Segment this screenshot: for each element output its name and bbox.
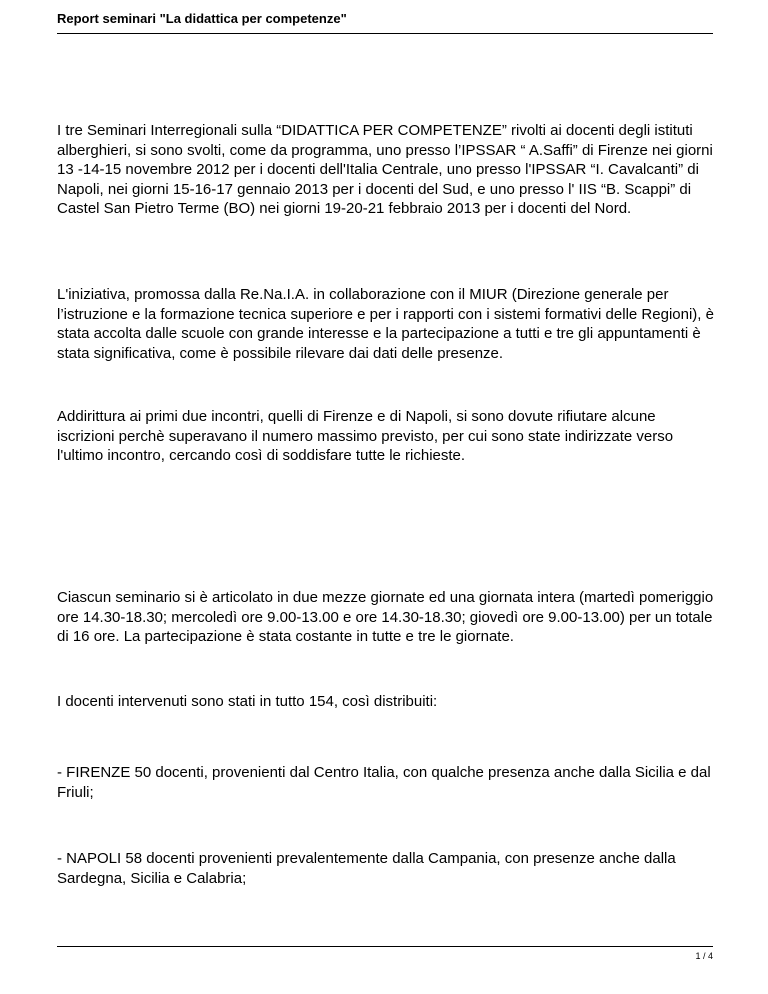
page-number: 1 / 4 [695,951,713,961]
list-item-napoli: - NAPOLI 58 docenti provenienti prevalentemente dalla Campania, con presenze anche dalla Sardegna, Sicilia e Calabria; [57,850,676,887]
paragraph-initiative: L'iniziativa, promossa dalla Re.Na.I.A. in collaborazione con il MIUR (Direzione generale per l’istruzione e la formazione tecnica superiore e per i rapporti con i sistemi formativi delle Regioni), è stata accolta dalle scuole con grande interesse e la partecipazione a tutti e tre gli appuntamenti è stata significativa, come è possibile rilevare dai dati delle presenze. [57,286,714,362]
footer-divider [57,946,713,947]
list-item-firenze: - FIRENZE 50 docenti, provenienti dal Centro Italia, con qualche presenza anche dalla Sicilia e dal Friuli; [57,764,711,801]
paragraph-registrations: Addirittura ai primi due incontri, quelli di Firenze e di Napoli, si sono dovute rifiutare alcune iscrizioni perchè superavano il numero massimo previsto, per cui sono state indirizzate verso l'ultimo incontro, cercando così di soddisfare tutte le richieste. [57,408,674,465]
header-divider [57,33,713,34]
paragraph-seminars-intro: I tre Seminari Interregionali sulla “DIDATTICA PER COMPETENZE” rivolti ai docenti degli istituti alberghieri, si sono svolti, come da programma, uno presso l’IPSSAR “ A.Saffi” di Firenze nei giorni 13 -14-15 novembre 2012 per i docenti dell'Italia Centrale, uno presso l'IPSSAR “I. Cavalcanti” di Napoli, nei giorni 15-16-17 gennaio 2013 per i docenti del Sud, e uno presso l' IIS “B. Scappi” di Castel San Pietro Terme (BO) nei giorni 19-20-21 febbraio 2013 per i docenti del Nord. [57,122,713,218]
document-header-title: Report seminari "La didattica per competenze" [57,11,347,26]
paragraph-schedule: Ciascun seminario si è articolato in due mezze giornate ed una giornata intera (martedì pomeriggio ore 14.30-18.30; mercoledì ore 9.00-13.00 e ore 14.30-18.30; giovedì ore 9.00-13.00) per un totale di 16 ore. La partecipazione è stata costante in tutte e tre le giornate. [57,589,714,646]
paragraph-participants-total: I docenti intervenuti sono stati in tutto 154, così distribuiti: [57,693,438,710]
